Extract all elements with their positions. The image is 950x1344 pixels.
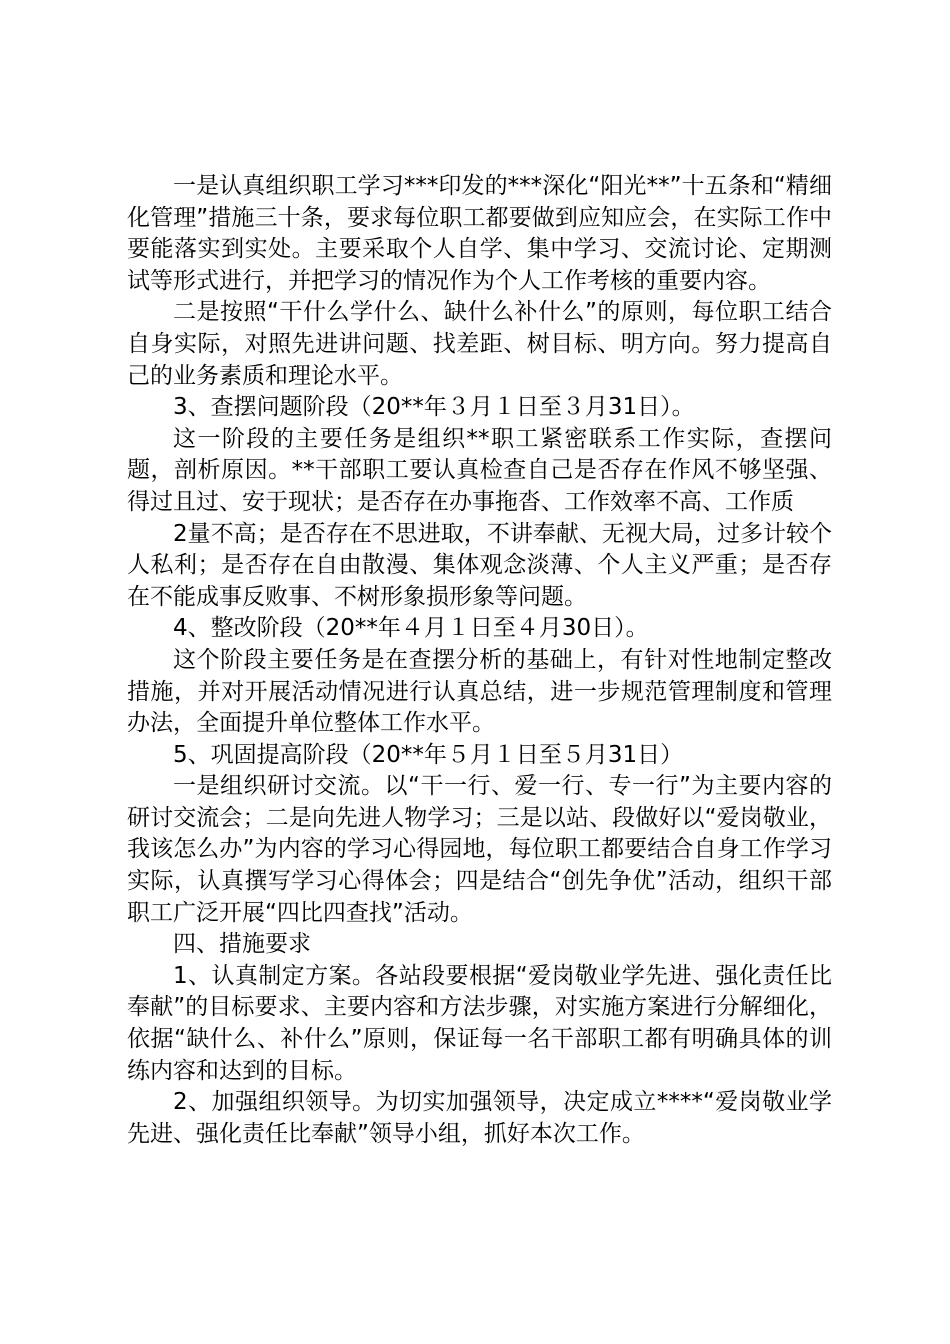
- heading-stage-3: 3、查摆问题阶段（20**年３月１日至３月31日）。: [173, 394, 695, 421]
- paragraph-principle: 二是按照“干什么学什么、缺什么补什么”的原则，每位职工结合自身实际，对照先进讲问题、找差距、树目标、明方向。努力提高自己的业务素质和理论水平。: [127, 299, 832, 389]
- paragraph-stage-5-task: 一是组织研讨交流。以“干一行、爱一行、专一行”为主要内容的研讨交流会；二是向先进人物学习；三是以站、段做好以“爱岗敬业，我该怎么办”为内容的学习心得园地，每位职工都要结合自身工作学习实际，认真撰写学习心得体会；四是结合“创先争优”活动，组织干部职工广泛开展“四比四查找”活动。: [127, 773, 832, 926]
- document-body: [127, 171, 832, 1150]
- paragraph-stage-3-continued: 2量不高；是否存在不思进取，不讲奉献、无视大局，过多计较个人私利；是否存在自由散漫、集体观念淡薄、个人主义严重；是否存在不能成事反败事、不树形象损形象等问题。: [127, 520, 832, 610]
- heading-stage-5: 5、巩固提高阶段（20**年５月１日至５月31日）: [173, 741, 684, 768]
- heading-section-4: 四、措施要求: [173, 931, 311, 958]
- paragraph-measure-2: 2、加强组织领导。为切实加强领导，决定成立****“爱岗敬业学先进、强化责任比奉献”领导小组，抓好本次工作。: [127, 1089, 832, 1147]
- heading-stage-4: 4、整改阶段（20**年４月１日至４月30日）。: [173, 615, 649, 642]
- paragraph-measure-1: 1、认真制定方案。各站段要根据“爱岗敬业学先进、强化责任比奉献”的目标要求、主要内容和方法步骤，对实施方案进行分解细化，依据“缺什么、补什么”原则，保证每一名干部职工都有明确具体的训练内容和达到的目标。: [127, 962, 832, 1084]
- paragraph-stage-4-task: 这个阶段主要任务是在查摆分析的基础上，有针对性地制定整改措施，并对开展活动情况进行认真总结，进一步规范管理制度和管理办法，全面提升单位整体工作水平。: [127, 646, 832, 737]
- paragraph-study-organization: 一是认真组织职工学习***印发的***深化“阳光**”十五条和“精细化管理”措施三十条，要求每位职工都要做到应知应会，在实际工作中要能落实到实处。主要采取个人自学、集中学习、交流讨论、定期测试等形式进行，并把学习的情况作为个人工作考核的重要内容。: [127, 173, 832, 294]
- paragraph-stage-3-task: 这一阶段的主要任务是组织**职工紧密联系工作实际，查摆问题，剖析原因。**干部职工要认真检查自己是否存在作风不够坚强、得过且过、安于现状；是否存在办事拖沓、工作效率不高、工作质: [127, 425, 832, 515]
